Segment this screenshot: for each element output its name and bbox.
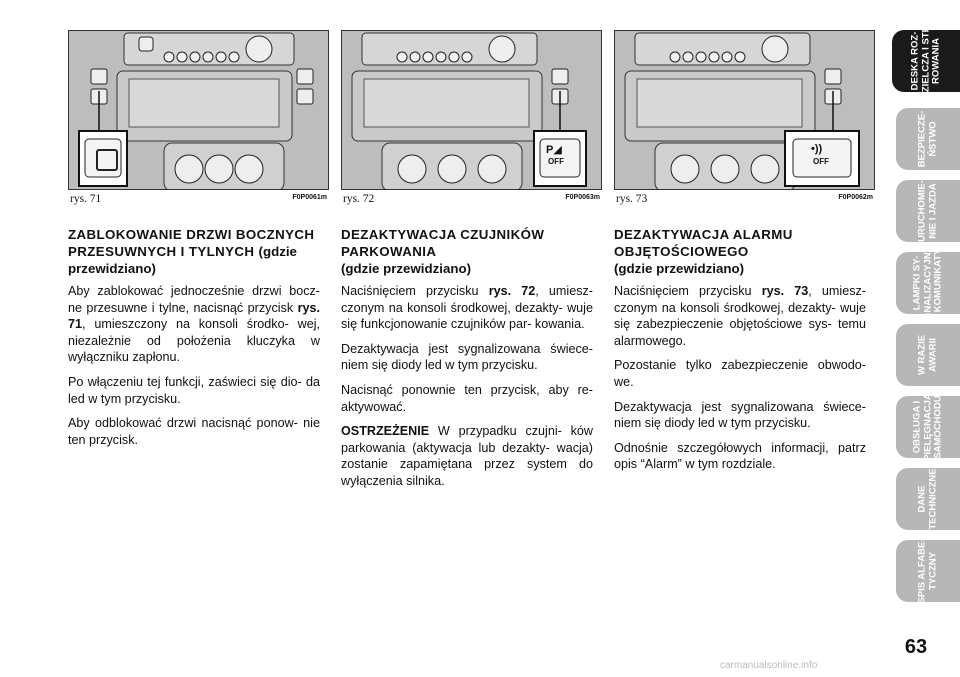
figure-number: rys. 72 <box>343 193 375 205</box>
paragraph: Naciśnięciem przycisku rys. 73, umiesz- czonym na konsoli środkowej, dezakty- wuje się zabezpieczenie objętościowe sys- temu alarmowego. <box>614 284 867 348</box>
figure-code: F0P0063m <box>565 194 600 201</box>
section-title: ZABLOKOWANIE DRZWI BOCZNYCH PRZESUWNYCH I TYLNYCH (gdzie przewidziano) <box>68 227 315 276</box>
paragraph: Dezaktywacja jest sygnalizowana świece- niem się diody led w tym przycisku. <box>341 341 593 373</box>
figure-73-caption <box>614 193 875 207</box>
paragraph: Naciśnięciem przycisku rys. 72, umiesz- czonym na konsoli środkowej, dezakty- wuje się funkcjonowanie czujników par- kowania. <box>341 284 594 332</box>
section-title: DEZAKTYWACJA ALARMU OBJĘTOŚCIOWEGO (gdzie przewidziano) <box>614 227 793 276</box>
tab-dashboard[interactable]: DESKA ROZ- DZIELCZA I STE- ROWANIA <box>892 30 960 92</box>
tab-index[interactable]: SPIS ALFABE- TYCZNY <box>896 540 960 602</box>
tab-safety[interactable]: BEZPIECZE- ŃSTWO <box>896 108 960 170</box>
console-illustration <box>342 31 602 190</box>
paragraph: Aby odblokować drzwi nacisnąć ponow- nie ten przycisk. <box>68 416 320 447</box>
section-door-lock <box>68 226 320 456</box>
warning: OSTRZEŻENIE W przypadku czujni- ków parkowania (aktywacja lub dezakty- wacja) zostanie zapamiętana przez system do wyłączenia silnika. <box>341 424 593 488</box>
figure-number: rys. 71 <box>70 193 102 205</box>
button-label: OFF <box>813 157 829 166</box>
figure-71 <box>68 30 329 190</box>
button-label: OFF <box>548 157 564 166</box>
watermark: carmanualsonline.info <box>720 660 818 671</box>
console-illustration <box>615 31 875 190</box>
tab-technical-data[interactable]: DANE TECHNICZNE <box>896 468 960 530</box>
section-volumetric-alarm <box>614 226 866 481</box>
paragraph: Dezaktywacja jest sygnalizowana świece- niem się diody led w tym przycisku. <box>614 399 866 431</box>
tab-starting-driving[interactable]: URUCHOMIE- NIE I JAZDA <box>896 180 960 242</box>
page-number: 63 <box>904 636 928 658</box>
tab-maintenance[interactable]: OBSŁUGA I PIELĘGNACJA SAMOCHODU <box>896 396 960 458</box>
section-parking-sensors <box>341 226 593 498</box>
figure-code: F0P0061m <box>292 194 327 201</box>
paragraph: Nacisnąć ponownie ten przycisk, aby re- aktywować. <box>341 382 593 414</box>
paragraph: Aby zablokować jednocześnie drzwi bocz- ne przesuwne i tylne, nacisnąć przycisk rys. 71, umieszczony na konsoli środko- wej, niezależnie od położenia kluczyka w wyłączniku zapłonu. <box>68 284 320 365</box>
figure-72 <box>341 30 602 190</box>
figure-72-caption <box>341 193 602 207</box>
paragraph: Po włączeniu tej funkcji, zaświeci się dio- da led w tym przycisku. <box>68 374 320 406</box>
figure-number: rys. 73 <box>616 193 648 205</box>
alarm-volumetric-icon: •)) <box>811 143 823 155</box>
tab-emergency[interactable]: W RAZIE AWARII <box>896 324 960 386</box>
door-lock-icon <box>96 149 118 171</box>
paragraph: Odnośnie szczegółowych informacji, patrz opis “Alarm” w tym rozdziale. <box>614 440 866 472</box>
tab-warning-lights[interactable]: LAMPKI SY- GNALIZACYJNE I KOMUNIKATY <box>896 252 960 314</box>
parking-sensor-icon: P◢ <box>546 144 562 156</box>
figure-code: F0P0062m <box>838 194 873 201</box>
paragraph: Pozostanie tylko zabezpieczenie obwodo- we. <box>614 358 866 389</box>
figure-71-caption <box>68 193 329 207</box>
section-title: DEZAKTYWACJA CZUJNIKÓW PARKOWANIA (gdzie przewidziano) <box>341 227 545 276</box>
figure-73 <box>614 30 875 190</box>
